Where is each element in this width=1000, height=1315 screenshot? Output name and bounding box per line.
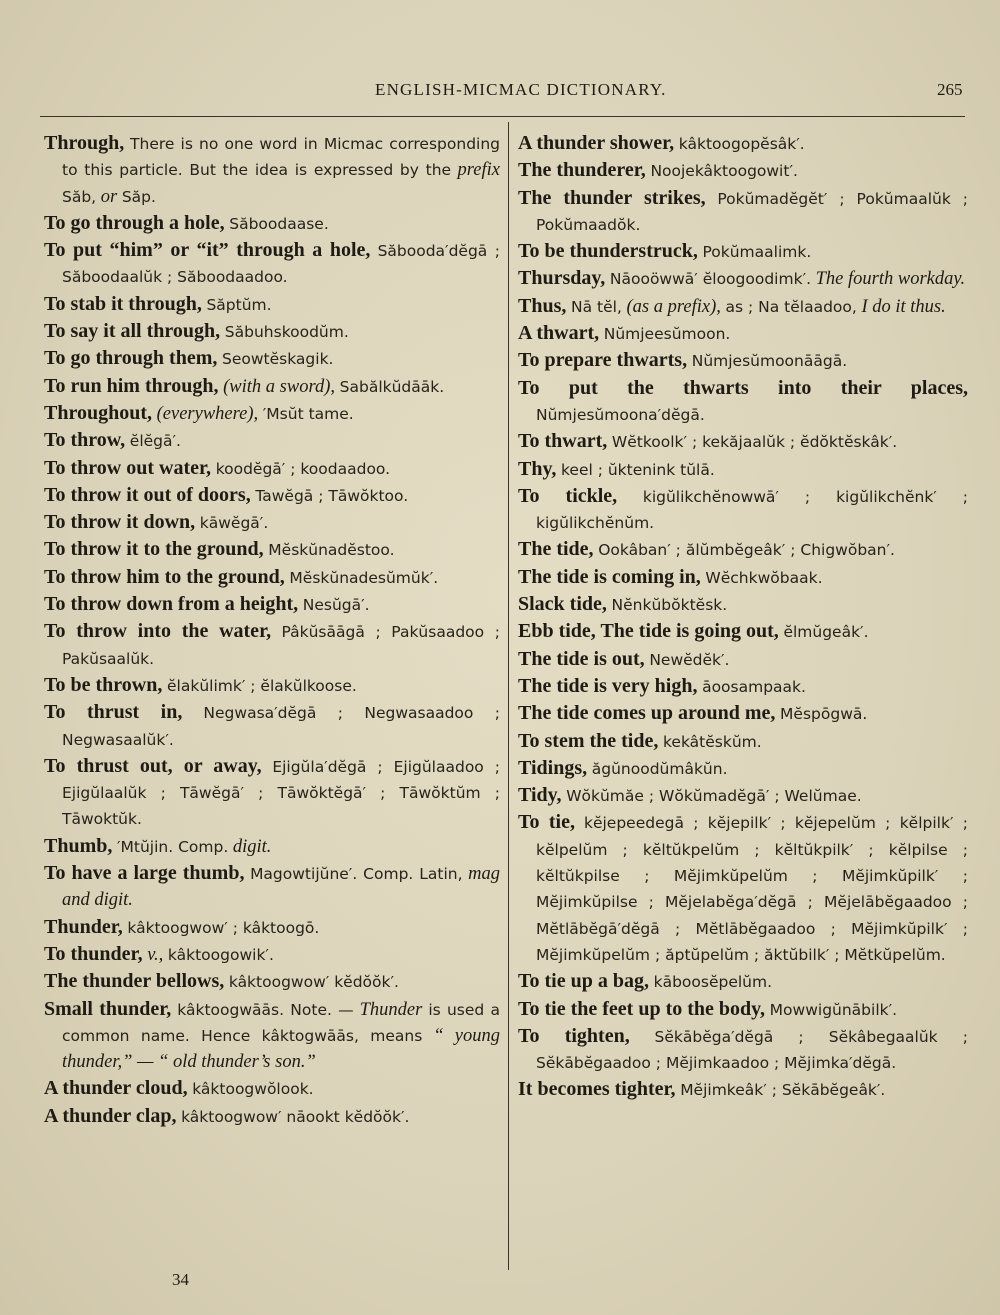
headword: Thunder, xyxy=(44,915,123,938)
dictionary-entry xyxy=(44,914,500,941)
page-title: ENGLISH-MICMAC DICTIONARY. xyxy=(375,80,667,99)
definition: Seowtĕskagik. xyxy=(222,350,334,369)
headword: To throw into the water, xyxy=(44,620,272,643)
headword: To thunder, xyxy=(44,942,143,965)
dictionary-entry xyxy=(44,699,500,753)
italic-phrase: The fourth workday. xyxy=(815,269,966,290)
signature-mark: 34 xyxy=(172,1270,189,1289)
dictionary-entry xyxy=(518,1023,968,1077)
dictionary-entry xyxy=(518,185,968,239)
dictionary-entry xyxy=(44,968,500,995)
headword: To stem the tide, xyxy=(518,729,659,752)
dictionary-entry xyxy=(44,536,500,563)
headword: Tidings, xyxy=(518,756,588,779)
headword: To throw, xyxy=(44,429,126,452)
definition: kâktoogwow′ ; kâktoogō. xyxy=(127,918,320,937)
headword: To tie up a bag, xyxy=(518,970,649,993)
headword: The tide comes up around me, xyxy=(518,702,776,725)
definition: Ejigŭla′dĕgā ; Ejigŭlaadoo ; Ejigŭlaalŭk ; Tāwĕgā′ ; Tāwŏktĕgā′ ; Tāwŏktŭm ; Tāwoktŭk. xyxy=(62,757,501,829)
definition: Wĕtkoolk′ ; kekăjaalŭk ; ĕdŏktĕskâk′. xyxy=(611,433,898,452)
headword: The tide, xyxy=(518,538,594,561)
dictionary-entry xyxy=(44,1075,500,1102)
dictionary-entry xyxy=(518,428,968,455)
definition: Pokŭmaalimk. xyxy=(702,243,812,262)
left-column xyxy=(44,130,500,1130)
dictionary-entry xyxy=(518,646,968,673)
italic-phrase: (everywhere), xyxy=(156,403,259,424)
dictionary-entry xyxy=(44,591,500,618)
dictionary-entry xyxy=(44,753,500,833)
dictionary-entry xyxy=(44,455,500,482)
headword: To tighten, xyxy=(518,1024,630,1047)
definition: Săboodaase. xyxy=(229,214,329,233)
headword: To put the thwarts into their places, xyxy=(518,376,968,399)
definition: is used a common name. Hence kâktogwāās, means xyxy=(62,1000,501,1045)
header-rule xyxy=(40,116,965,117)
dictionary-entry xyxy=(518,293,968,320)
definition: Săptŭm. xyxy=(206,295,272,314)
italic-phrase: prefix xyxy=(457,160,500,181)
headword: To go through them, xyxy=(44,347,218,370)
dictionary-entry xyxy=(44,237,500,291)
headword: To stab it through, xyxy=(44,292,202,315)
definition: as ; Na tĕlaadoo, xyxy=(725,297,857,316)
headword: To throw it out of doors, xyxy=(44,483,251,506)
headword: To run him through, xyxy=(44,374,219,397)
definition: kâktoogwāās. Note. — xyxy=(177,1000,354,1019)
dictionary-entry xyxy=(44,1103,500,1130)
headword: Tidy, xyxy=(518,784,562,807)
headword: A thwart, xyxy=(518,322,600,345)
definition: Pokŭmadĕgĕt′ ; Pokŭmaalŭk ; Pokŭmaadŏk. xyxy=(536,189,969,234)
dictionary-entry xyxy=(44,210,500,237)
definition: ′Mtŭjin. Comp. xyxy=(117,837,229,856)
definition: āoosampaak. xyxy=(702,677,806,696)
headword: To prepare thwarts, xyxy=(518,349,688,372)
definition: Sabălkŭdāāk. xyxy=(339,377,445,396)
headword: The tide is out, xyxy=(518,647,645,670)
definition: Wŏkŭmăe ; Wŏkŭmadĕgā′ ; Welŭmae. xyxy=(566,787,862,806)
dictionary-entry xyxy=(518,157,968,184)
definition: Săbuhskoodŭm. xyxy=(224,323,349,342)
headword: To throw him to the ground, xyxy=(44,565,285,588)
dictionary-entry xyxy=(44,941,500,968)
headword: To be thrown, xyxy=(44,673,163,696)
headword: The tide is coming in, xyxy=(518,565,701,588)
headword: A thunder clap, xyxy=(44,1104,177,1127)
dictionary-entry xyxy=(518,375,968,429)
dictionary-entry xyxy=(518,968,968,995)
definition: kâktoogwow′ kĕdŏŏk′. xyxy=(228,973,399,992)
headword: To have a large thumb, xyxy=(44,862,245,885)
definition: keel ; ŭktenink tŭlā. xyxy=(560,460,715,479)
definition: ĕlmŭgeâk′. xyxy=(783,623,869,642)
definition: Nāooöwwā′ ĕloogoodimk′. xyxy=(609,270,812,289)
dictionary-entry xyxy=(518,996,968,1023)
definition: Newĕdĕk′. xyxy=(649,650,730,669)
definition: kĕjepeedegā ; kĕjepilk′ ; kĕjepelŭm ; kĕlpilk′ ; kĕlpelŭm ; kĕltŭkpelŭm ; kĕltŭkpilk′ ; kĕlpilse ; kĕltŭkpilse ; Mĕjimkŭpelŭm ; Mĕjimkŭpilk′ ; Mĕjimkŭpilse ; Mĕjelabĕga′dĕgā ; Mĕjelābĕgaadoo ; Mĕtlābĕgā′dĕgā ; Mĕtlābĕgaadoo ; Mĕjimkŭpilk′ ; Mĕjimkŭpelŭm ; ăptŭpelŭm ; ăktŭbilk′ ; Mĕtkŭpelŭm. xyxy=(536,814,968,964)
dictionary-entry xyxy=(518,536,968,563)
italic-phrase: Thunder xyxy=(359,999,423,1020)
headword: Thus, xyxy=(518,294,567,317)
headword: To throw down from a height, xyxy=(44,593,299,616)
italic-phrase: (as a prefix), xyxy=(626,296,721,317)
italic-phrase: (with a sword), xyxy=(223,376,336,397)
headword: To thwart, xyxy=(518,430,608,453)
headword: It becomes tighter, xyxy=(518,1078,676,1101)
dictionary-entry xyxy=(44,373,500,400)
running-head xyxy=(0,80,1000,104)
dictionary-entry xyxy=(518,320,968,347)
headword: A thunder cloud, xyxy=(44,1077,188,1100)
dictionary-entry xyxy=(44,318,500,345)
headword: To be thunderstruck, xyxy=(518,240,698,263)
definition: Magowtijŭne′. Comp. Latin, xyxy=(250,865,463,884)
headword: To throw out water, xyxy=(44,456,212,479)
definition: Mĕspōgwā. xyxy=(780,705,868,724)
headword: The thunderer, xyxy=(518,159,646,182)
dictionary-entry xyxy=(518,564,968,591)
definition: Săb, xyxy=(62,187,97,206)
headword: To throw it down, xyxy=(44,511,196,534)
headword: To put “him” or “it” through a hole, xyxy=(44,239,371,262)
dictionary-entry xyxy=(44,291,500,318)
italic-phrase: digit. xyxy=(232,836,272,857)
headword: To go through a hole, xyxy=(44,211,225,234)
definition: Nŭmjeesŭmoon. xyxy=(603,325,731,344)
headword: The tide is very high, xyxy=(518,674,698,697)
definition: kâktoogopĕsâk′. xyxy=(678,135,805,153)
dictionary-entry xyxy=(518,265,968,292)
definition: Nĕnkŭbŏktĕsk. xyxy=(611,596,728,615)
dictionary-entry xyxy=(518,456,968,483)
definition: Sĕkābĕga′dĕgā ; Sĕkâbegaalŭk ; Sĕkābĕgaadoo ; Mĕjimkaadoo ; Mĕjimka′dĕgā. xyxy=(536,1027,968,1073)
headword: Ebb tide, The tide is going out, xyxy=(518,620,779,643)
dictionary-entry xyxy=(518,728,968,755)
headword: A thunder shower, xyxy=(518,132,675,154)
dictionary-entry xyxy=(518,755,968,782)
definition: ăgŭnoodŭmâkŭn. xyxy=(591,759,728,778)
headword: Through, xyxy=(44,132,125,154)
dictionary-entry xyxy=(44,345,500,372)
italic-phrase: or xyxy=(100,186,118,207)
headword: Thursday, xyxy=(518,267,606,290)
italic-phrase: mag and digit. xyxy=(62,864,500,911)
dictionary-entry xyxy=(518,130,968,157)
headword: Small thunder, xyxy=(44,997,172,1020)
dictionary-entry xyxy=(44,482,500,509)
italic-phrase: I do it thus. xyxy=(861,296,946,317)
headword: To tickle, xyxy=(518,484,618,507)
italic-phrase: “ young thunder,” — “ old thunder’s son.” xyxy=(62,1025,501,1073)
definition: Mĕskŭnadesŭmŭk′. xyxy=(289,568,439,587)
dictionary-entry xyxy=(518,1076,968,1103)
dictionary-entry xyxy=(518,238,968,265)
dictionary-entry xyxy=(518,347,968,374)
dictionary-entry xyxy=(518,809,968,968)
definition: ′Msŭt tame. xyxy=(262,404,354,423)
definition: Săp. xyxy=(121,187,156,206)
headword: Thumb, xyxy=(44,834,113,857)
dictionary-entry xyxy=(44,996,500,1076)
definition: kigŭlikchĕnowwā′ ; kigŭlikchĕnk′ ; kigŭlikchĕnŭm. xyxy=(536,487,968,533)
column-divider xyxy=(508,122,509,1270)
headword: Thy, xyxy=(518,457,557,480)
dictionary-entry xyxy=(44,130,500,210)
dictionary-entry xyxy=(518,673,968,700)
definition: There is no one word in Micmac corresponding to this particle. But the idea is expressed by the xyxy=(62,135,501,180)
definition: ĕlĕgā′. xyxy=(129,432,181,451)
dictionary-entry xyxy=(44,860,500,914)
headword: Slack tide, xyxy=(518,593,607,616)
definition: ĕlakŭlimk′ ; ĕlakŭlkoose. xyxy=(167,676,357,695)
dictionary-entry xyxy=(518,618,968,645)
headword: To throw it to the ground, xyxy=(44,538,264,561)
page-number: 265 xyxy=(937,80,963,99)
dictionary-entry xyxy=(518,591,968,618)
definition: kâktoogwŏlook. xyxy=(192,1080,314,1099)
headword: To tie the feet up to the body, xyxy=(518,997,766,1020)
definition: Pâkŭsāāgā ; Pakŭsaadoo ; Pakŭsaalŭk. xyxy=(62,623,500,668)
definition: Wĕchkwŏbaak. xyxy=(705,568,823,587)
definition: Nŭmjesŭmoona′dĕgā. xyxy=(536,405,705,424)
headword: The thunder strikes, xyxy=(518,186,706,209)
dictionary-entry xyxy=(44,672,500,699)
definition: Nā tĕl, xyxy=(571,297,622,316)
headword: To thrust out, or away, xyxy=(44,754,262,777)
right-column xyxy=(518,130,968,1104)
definition: Noojekâktoogowit′. xyxy=(650,162,798,181)
dictionary-entry xyxy=(44,509,500,536)
definition: Ookâban′ ; ălŭmbĕgeâk′ ; Chigwŏban′. xyxy=(598,541,895,560)
definition: kâktoogowik′. xyxy=(167,945,274,964)
headword: To say it all through, xyxy=(44,320,221,343)
definition: kāwĕgā′. xyxy=(199,514,269,533)
dictionary-entry xyxy=(518,483,968,537)
definition: Nesŭgā′. xyxy=(302,596,370,615)
definition: Nŭmjesŭmoonāāgā. xyxy=(691,352,848,371)
dictionary-entry xyxy=(44,400,500,427)
definition: kekâtĕskŭm. xyxy=(663,732,762,751)
dictionary-entry xyxy=(44,564,500,591)
definition: Mĕjimkeâk′ ; Sĕkābĕgeâk′. xyxy=(680,1081,886,1100)
definition: Mĕskŭnadĕstoo. xyxy=(268,541,395,560)
definition: koodĕgā′ ; koodaadoo. xyxy=(215,459,391,478)
headword: Throughout, xyxy=(44,401,153,424)
dictionary-entry xyxy=(518,782,968,809)
headword: The thunder bellows, xyxy=(44,970,225,993)
definition: Negwasa′dĕgā ; Negwasaadoo ; Negwasaalŭk′. xyxy=(62,704,500,749)
definition: kāboosĕpelŭm. xyxy=(653,973,773,992)
definition: Tawĕgā ; Tāwŏktoo. xyxy=(255,486,409,505)
italic-phrase: v., xyxy=(147,944,164,965)
dictionary-entry xyxy=(44,427,500,454)
definition: Mowwigŭnābilk′. xyxy=(769,1000,898,1019)
headword: To tie, xyxy=(518,811,575,834)
dictionary-entry xyxy=(44,833,500,860)
dictionary-entry xyxy=(518,700,968,727)
definition: kâktoogwow′ nāookt kĕdŏŏk′. xyxy=(181,1107,410,1126)
dictionary-entry xyxy=(44,618,500,672)
definition: Săbooda′dĕgā ; Săboodaalŭk ; Săboodaadoo. xyxy=(62,242,500,287)
headword: To thrust in, xyxy=(44,701,183,724)
